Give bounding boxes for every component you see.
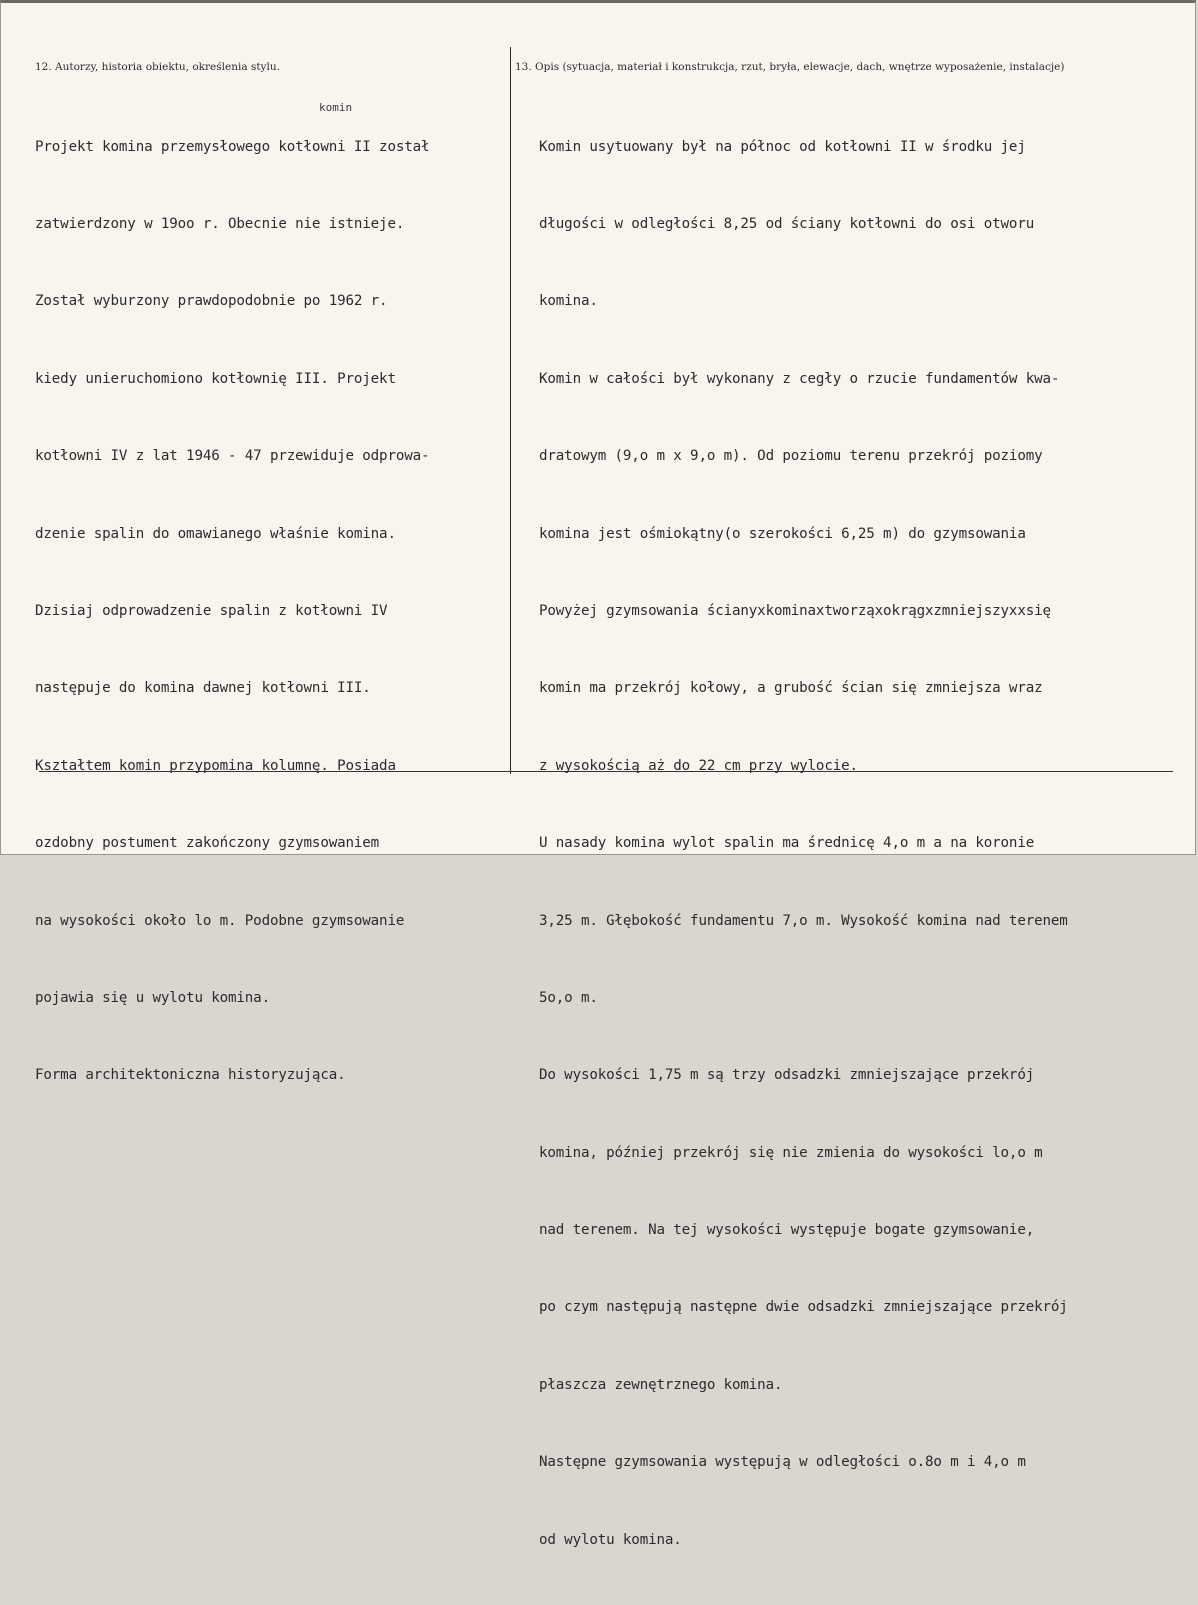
text-line: komina. xyxy=(539,293,598,310)
text-line: na wysokości około lo m. Podobne gzymsowanie xyxy=(35,912,405,929)
text-line: po czym następują następne dwie odsadzki zmniejszające przekrój xyxy=(539,1299,1068,1316)
text-line: pojawia się u wylotu komina. xyxy=(35,989,270,1006)
text-line: Komin w całości był wykonany z cegły o rzucie fundamentów kwa- xyxy=(539,370,1060,387)
text-line: kiedy unieruchomiono kotłownię III. Projekt xyxy=(35,370,396,387)
text-line: Został wyburzony prawdopodobnie po 1962 r. xyxy=(35,293,388,310)
text-line: płaszcza zewnętrznego komina. xyxy=(539,1376,783,1393)
text-line: Forma architektoniczna historyzująca. xyxy=(35,1067,346,1084)
text-line: Komin usytuowany był na północ od kotłowni II w środku jej xyxy=(539,138,1026,155)
text-line: kotłowni IV z lat 1946 - 47 przewiduje odprowa- xyxy=(35,448,430,465)
text-line: Powyżej gzymsowania ścianyxkominaxtworząxokrągxzmniejszyxxsię xyxy=(539,602,1051,619)
text-line: długości w odległości 8,25 od ściany kotłowni do osi otworu xyxy=(539,215,1035,232)
text-line: komina, później przekrój się nie zmienia do wysokości lo,o m xyxy=(539,1144,1043,1161)
text-line: komin ma przekrój kołowy, a grubość ścian się zmniejsza wraz xyxy=(539,680,1043,697)
text-line: zatwierdzony w 19oo r. Obecnie nie istnieje. xyxy=(35,215,405,232)
text-line: Do wysokości 1,75 m są trzy odsadzki zmniejszające przekrój xyxy=(539,1067,1035,1084)
text-line: z wysokością aż do 22 cm przy wylocie. xyxy=(539,757,858,774)
column-divider xyxy=(510,47,511,774)
text-line: Kształtem komin przypomina kolumnę. Posiada xyxy=(35,757,396,774)
text-line: następuje do komina dawnej kotłowni III. xyxy=(35,680,371,697)
section-12-heading: 12. Autorzy, historia obiektu, określenia stylu. xyxy=(35,61,280,73)
text-line: Następne gzymsowania występują w odległości o.8o m i 4,o m xyxy=(539,1454,1026,1471)
text-line: komina jest ośmiokątny(o szerokości 6,25 m) do gzymsowania xyxy=(539,525,1026,542)
text-line: nad terenem. Na tej wysokości występuje bogate gzymsowanie, xyxy=(539,1222,1035,1239)
text-line: od wylotu komina. xyxy=(539,1531,682,1548)
interline-insertion: komin xyxy=(319,101,353,114)
text-line: 3,25 m. Głębokość fundamentu 7,o m. Wysokość komina nad terenem xyxy=(539,912,1068,929)
section-13-heading: 13. Opis (sytuacja, materiał i konstrukcja, rzut, bryła, elewacje, dach, wnętrze wyposażenie, instalacje) xyxy=(515,61,1065,73)
text-line: 5o,o m. xyxy=(539,989,598,1006)
section-13-text xyxy=(539,83,1068,1605)
section-12-text xyxy=(35,83,429,1141)
text-line: dratowym (9,o m x 9,o m). Od poziomu terenu przekrój poziomy xyxy=(539,448,1043,465)
text-line: Dzisiaj odprowadzenie spalin z kotłowni IV xyxy=(35,602,388,619)
text-line: dzenie spalin do omawianego właśnie komina. xyxy=(35,525,396,542)
text-line: U nasady komina wylot spalin ma średnicę 4,o m a na koronie xyxy=(539,835,1035,852)
text-line: Projekt komina przemysłowego kotłowni II został xyxy=(35,138,430,155)
text-line: ozdobny postument zakończony gzymsowaniem xyxy=(35,835,380,852)
